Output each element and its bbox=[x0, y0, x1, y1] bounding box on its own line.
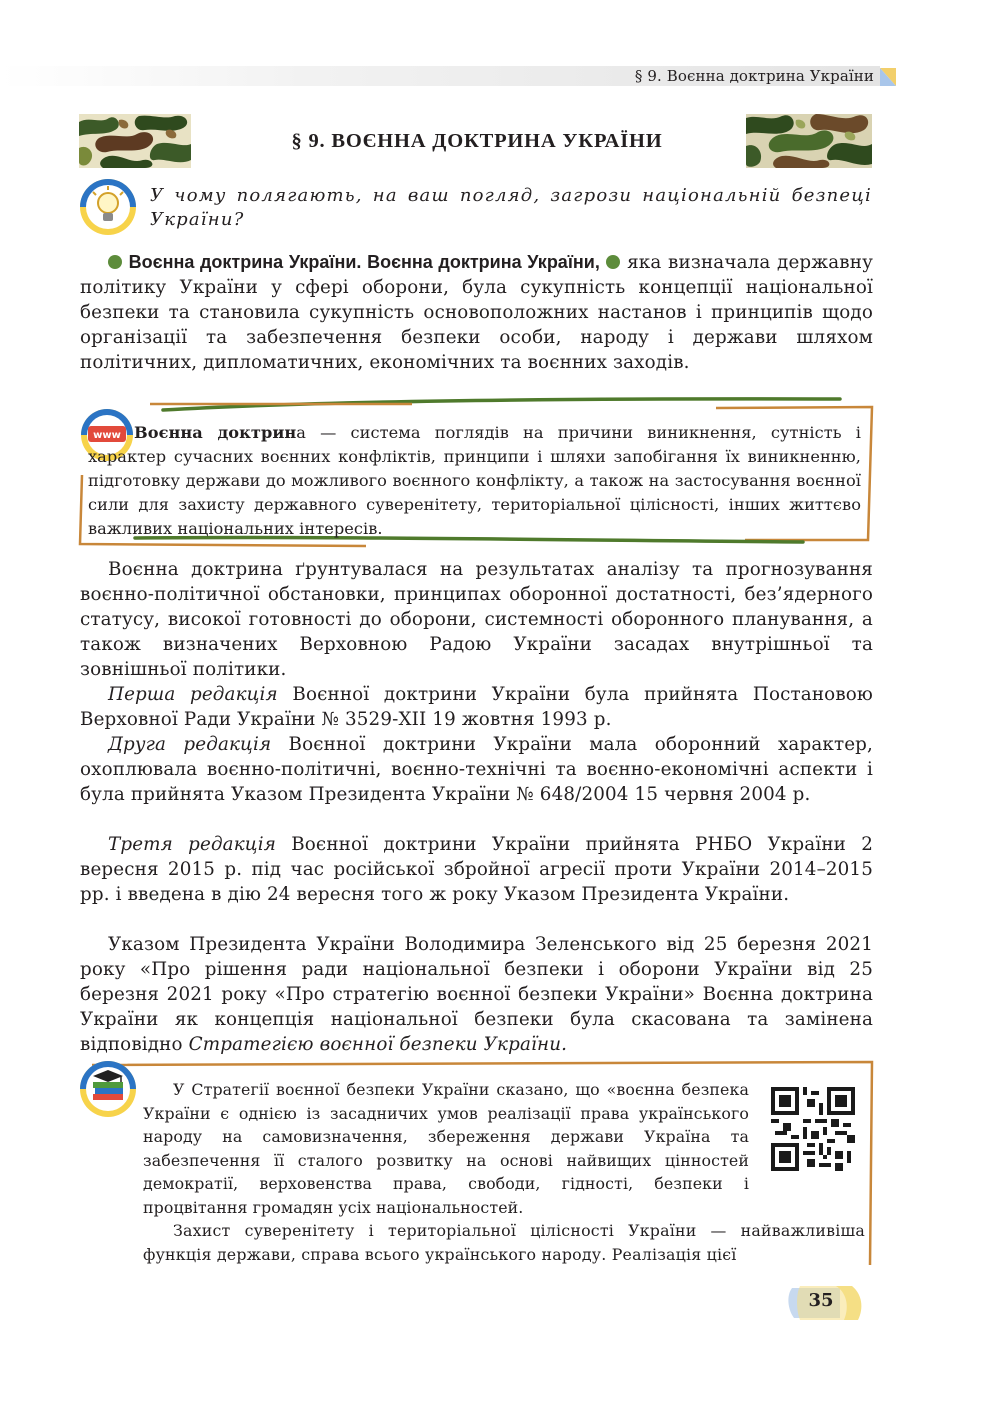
definition-term: Воєнна доктрин bbox=[134, 423, 297, 442]
strategy-text: Указом Президента України Володимира Зеленського від 25 березня 2021 року «Про рішення ради національної безпеки і оборони України від 25 березня 2021 року «Про стратегію воєнної безпеки України» Воєнна доктрина України як концепція національної безпеки була скасована та замінена відповідно bbox=[80, 934, 873, 1055]
paragraph-basis: Воєнна доктрина ґрунтувалася на результатах аналізу та прогнозування воєнно-політичної обстановки, принципах оборонної достатності, без’ядерного статусу, високої готовності до оборони, системності оборонного планування, а також визначених Верховною Радою України засадах внутрішньої та зовнішньої політики. bbox=[80, 559, 873, 680]
first-edition-text: Воєнної доктрини України була прийнята Постановою Верховної Ради України № 3529-XII 19 жовтня 1993 р. bbox=[80, 684, 873, 730]
intro-text: яка визначала державну політику України у сфері оборони, була сукупність концепції національної безпеки та становила сукупність основоположних настанов і принципів щодо організації та забезпечення безпеки особи, народу і держави шляхом політичних, дипломатичних, економічних та воєнних заходів. bbox=[80, 252, 873, 373]
third-edition-label: Третя редакція bbox=[108, 834, 276, 855]
intro-question: У чому полягають, на ваш погляд, загрози національній безпеці України? bbox=[150, 185, 872, 230]
strategy-quote-continued: Захист суверенітету і територіальної цілісності України — найважливіша функція держави, справа всього українського народу. Реалізація цієї bbox=[143, 1221, 865, 1264]
second-edition-label: Друга редакція bbox=[108, 734, 272, 755]
third-edition-text: Воєнної доктрини України прийнята РНБО України 2 вересня 2015 р. під час російської збройної агресії проти України 2014–2015 рр. і введена в дію 24 вересня того ж року Указом Президента України. bbox=[80, 834, 873, 905]
strategy-quote: У Стратегії воєнної безпеки України сказано, що «воєнна безпека України є однією із засадничих умов реалізації права українського народу на самовизначення, збереження держави Україна та забезпечення її сталого розвитку на основі найвищих цінностей демократії, верховенства права, свободи, гідності, безпеки і процвітання громадян усіх національностей. bbox=[143, 1080, 749, 1217]
strategy-italic: Стратегією воєнної безпеки України. bbox=[188, 1034, 568, 1055]
second-edition-text: Воєнної доктрини України мала оборонний характер, охоплювала воєнно-політичні, воєнно-технічні та воєнно-економічні аспекти і була прийнята Указом Президента України № 648/2004 15 червня 2004 р. bbox=[80, 734, 873, 805]
www-icon-label: www bbox=[93, 430, 121, 441]
definition-text: — система поглядів на причини виникнення, сутність і характер сучасних воєнних конфліктів, принципи і шляхи запобігання їх виникненню, підготовку держави до можливого воєнного конфлікту, а також на застосування воєнної сили для захисту державного суверенітету, територіальної цілісності, інших життєво важливих національних інтересів. bbox=[88, 423, 861, 538]
intro-lead: Воєнна доктрина України. Воєнна доктрина України, bbox=[128, 252, 600, 272]
definition-term-rest: а bbox=[296, 423, 306, 442]
page-title: § 9. ВОЄННА ДОКТРИНА УКРАЇНИ bbox=[291, 130, 663, 152]
first-edition-label: Перша редакція bbox=[108, 684, 278, 705]
running-head: § 9. Воєнна доктрина України bbox=[634, 67, 874, 85]
page-number: 35 bbox=[808, 1290, 834, 1311]
